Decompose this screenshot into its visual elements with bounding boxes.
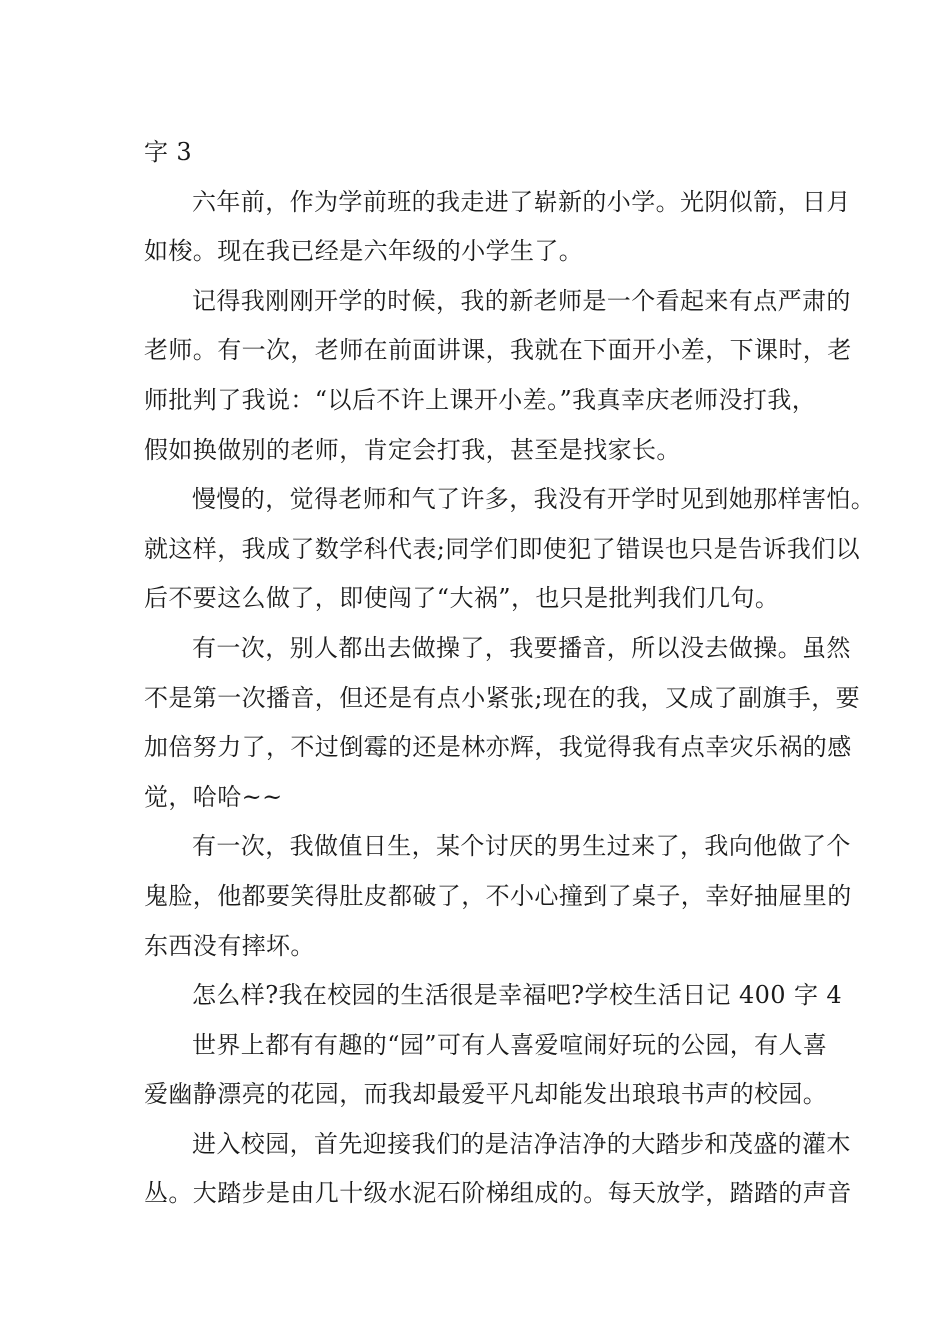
document-body bbox=[144, 128, 876, 1219]
text-line: 字 3 bbox=[144, 138, 193, 166]
text-line: 有一次，我做值日生，某个讨厌的男生过来了，我向他做了个 bbox=[192, 832, 851, 861]
text-line: 爱幽静漂亮的花园，而我却最爱平凡却能发出琅琅书声的校园。 bbox=[144, 1080, 828, 1109]
paragraph bbox=[144, 277, 852, 475]
text-line: 怎么样?我在校园的生活很是幸福吧?学校生活日记 400 字 4 bbox=[192, 981, 843, 1010]
paragraph bbox=[144, 624, 861, 822]
text-line: 世界上都有有趣的“园”可有人喜爱喧闹好玩的公园，有人喜 bbox=[192, 1030, 828, 1059]
text-line: 老师。有一次，老师在前面讲课，我就在下面开小差，下课时，老 bbox=[144, 336, 852, 365]
text-line: 东西没有摔坏。 bbox=[144, 931, 315, 960]
paragraph bbox=[144, 822, 852, 971]
paragraph bbox=[144, 475, 876, 624]
text-line: 加倍努力了，不过倒霉的还是林亦辉，我觉得我有点幸灾乐祸的感 bbox=[144, 733, 852, 762]
text-line: 觉，哈哈~~ bbox=[144, 782, 283, 811]
text-line: 有一次，别人都出去做操了，我要播音，所以没去做操。虽然 bbox=[192, 633, 851, 662]
text-line: 就这样，我成了数学科代表;同学们即使犯了错误也只是告诉我们以 bbox=[144, 534, 861, 563]
text-line: 师批判了我说：“以后不许上课开小差。”我真幸庆老师没打我， bbox=[144, 385, 817, 414]
text-line: 六年前，作为学前班的我走进了崭新的小学。光阴似箭，日月 bbox=[192, 187, 851, 216]
paragraph bbox=[144, 1120, 852, 1219]
paragraph bbox=[144, 971, 843, 1021]
text-line: 丛。大踏步是由几十级水泥石阶梯组成的。每天放学，踏踏的声音 bbox=[144, 1179, 852, 1208]
text-line: 慢慢的，觉得老师和气了许多，我没有开学时见到她那样害怕。 bbox=[192, 485, 876, 514]
text-line: 记得我刚刚开学的时候，我的新老师是一个看起来有点严肃的 bbox=[192, 286, 851, 315]
text-line: 假如换做别的老师，肯定会打我，甚至是找家长。 bbox=[144, 435, 681, 464]
text-line: 后不要这么做了，即使闯了“大祸”，也只是批判我们几句。 bbox=[144, 584, 780, 613]
text-line: 鬼脸，他都要笑得肚皮都破了，不小心撞到了桌子，幸好抽屉里的 bbox=[144, 881, 852, 910]
text-line: 进入校园，首先迎接我们的是洁净洁净的大踏步和茂盛的灌木 bbox=[192, 1129, 851, 1158]
text-line: 如梭。现在我已经是六年级的小学生了。 bbox=[144, 237, 584, 266]
paragraph bbox=[144, 1021, 828, 1120]
paragraph bbox=[144, 178, 851, 277]
text-line: 不是第一次播音，但还是有点小紧张;现在的我，又成了副旗手，要 bbox=[144, 683, 861, 712]
paragraph bbox=[144, 128, 814, 178]
